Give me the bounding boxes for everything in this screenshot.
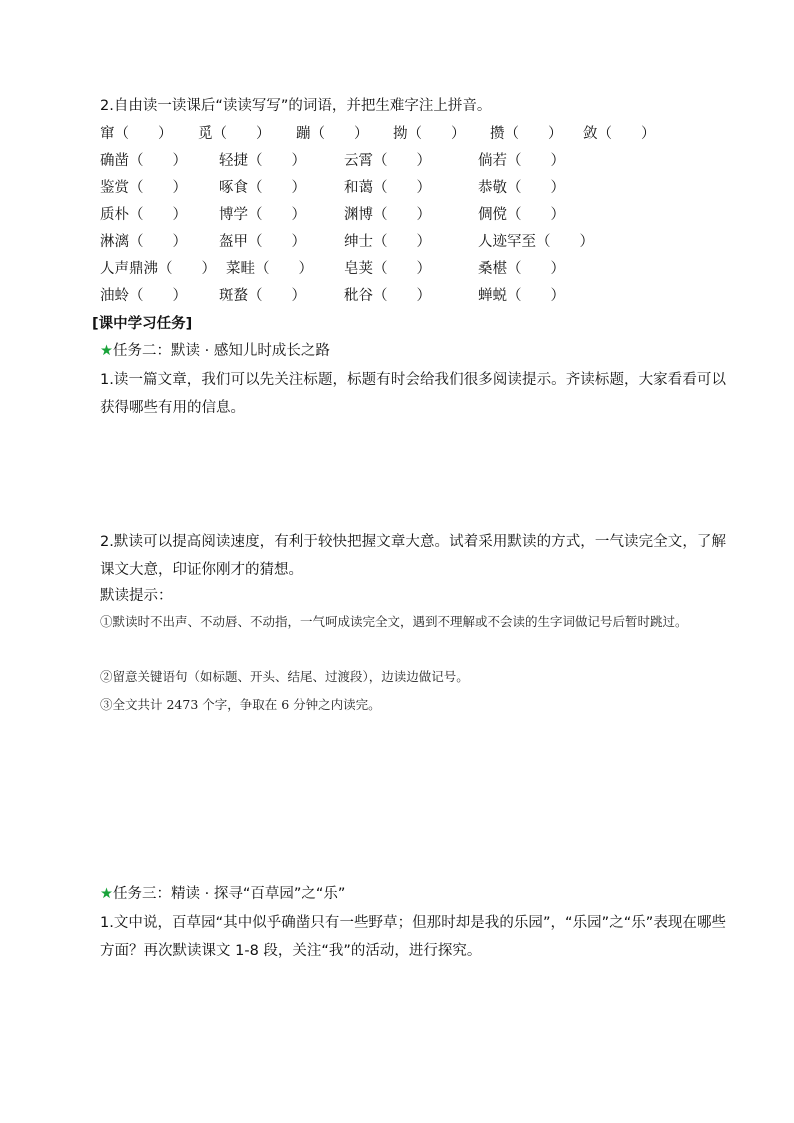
vocab-item: 云霄（ ） [344, 153, 431, 169]
vocab-item: 觅（ ） [198, 126, 271, 142]
vocab-item: 窜（ ） [100, 126, 173, 142]
vocab-item: 秕谷（ ） [344, 288, 431, 304]
vocab-item: 人声鼎沸（ ） [100, 261, 216, 277]
task-3-heading [100, 884, 345, 904]
task-3-question-1: 1.文中说，百草园“其中似乎确凿只有一些野草；但那时却是我的乐园”，“乐园”之“乐”表现在哪些方面？再次默读课文 1-8 段，关注“我”的活动，进行探究。 [100, 915, 726, 959]
tip-2: ②留意关键语句（如标题、开头、结尾、过渡段），边读边做记号。 [100, 669, 469, 684]
vocab-item: 啄食（ ） [219, 180, 306, 196]
vocab-item: 绅士（ ） [344, 234, 431, 250]
vocab-item: 倜傥（ ） [478, 207, 565, 223]
task-2-question-2: 2.默读可以提高阅读速度，有利于较快把握文章大意。试着采用默读的方式，一气读完全文，了解课文大意，印证你刚才的猜想。 [100, 534, 726, 578]
vocab-item: 淋漓（ ） [100, 234, 187, 250]
vocab-item: 确凿（ ） [100, 153, 187, 169]
vocab-item: 人迹罕至（ ） [478, 234, 594, 250]
vocab-item: 皂荚（ ） [344, 261, 431, 277]
star-icon: ★ [100, 886, 113, 902]
task-2-heading [100, 341, 330, 361]
vocab-item: 渊博（ ） [344, 207, 431, 223]
vocab-item: 桑椹（ ） [478, 261, 565, 277]
task-2-question-1: 1.读一篇文章，我们可以先关注标题，标题有时会给我们很多阅读提示。齐读标题，大家看看可以获得哪些有用的信息。 [100, 372, 726, 416]
vocab-item: 和蔼（ ） [344, 180, 431, 196]
question-2-prompt: 2.自由读一读课后“读读写写”的词语，并把生难字注上拼音。 [100, 98, 492, 114]
class-tasks-heading: [课中学习任务] [92, 316, 193, 332]
vocab-item: 盔甲（ ） [219, 234, 306, 250]
vocab-item: 斑蝥（ ） [219, 288, 306, 304]
vocab-item: 敛（ ） [583, 126, 656, 142]
tip-1: ①默读时不出声、不动唇、不动指，一气呵成读完全文，遇到不理解或不会读的生字词做记号后暂时跳过。 [100, 614, 688, 629]
vocab-item: 倘若（ ） [478, 153, 565, 169]
vocab-item: 蹦（ ） [296, 126, 369, 142]
vocab-item: 攒（ ） [490, 126, 563, 142]
task-2-title: 任务二：默读 · 感知儿时成长之路 [113, 343, 330, 359]
star-icon: ★ [100, 343, 113, 359]
vocab-item: 拗（ ） [393, 126, 466, 142]
task-3-title: 任务三：精读 · 探寻“百草园”之“乐” [113, 886, 346, 902]
vocab-item: 质朴（ ） [100, 207, 187, 223]
vocab-item: 蝉蜕（ ） [478, 288, 565, 304]
vocab-item: 油蛉（ ） [100, 288, 187, 304]
vocab-item: 轻捷（ ） [219, 153, 306, 169]
vocab-item: 鉴赏（ ） [100, 180, 187, 196]
tip-3: ③全文共计 2473 个字，争取在 6 分钟之内读完。 [100, 697, 381, 712]
vocab-item: 博学（ ） [219, 207, 306, 223]
vocab-item: 恭敬（ ） [478, 180, 565, 196]
vocab-item: 菜畦（ ） [226, 261, 313, 277]
silent-reading-tips-heading: 默读提示： [100, 588, 173, 604]
